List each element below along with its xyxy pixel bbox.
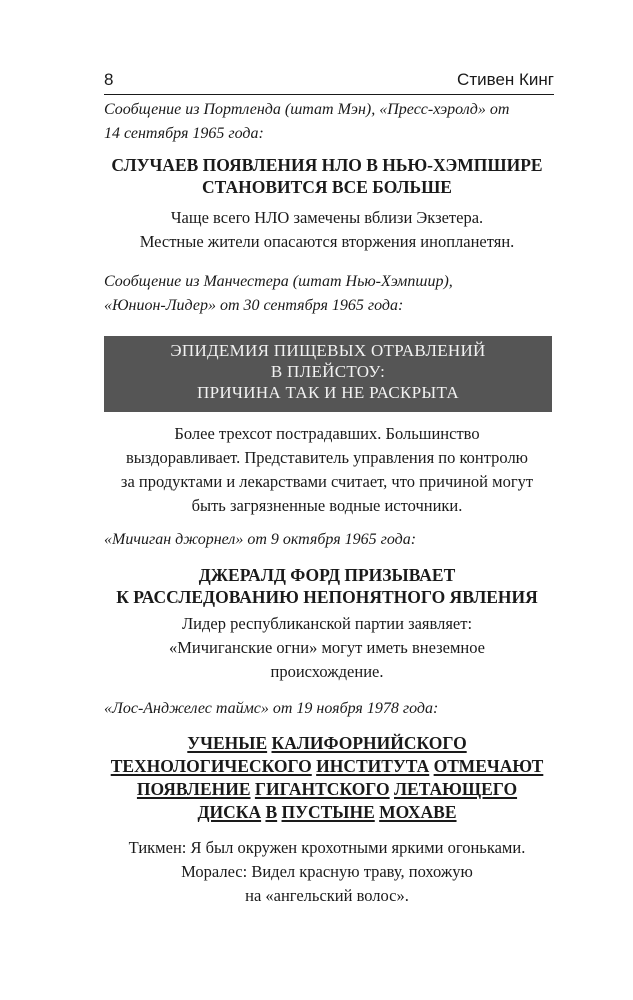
section-2-body: Более трехсот пострадавших. Большинство выздоравливает. Представитель управления по контролю за продуктами и лекарствами считает, что причиной могут быть загрязненные водные источники.: [120, 424, 534, 515]
section-3-body: Лидер республиканской партии заявляет: «Мичиганские огни» могут иметь внеземное происхождение.: [168, 614, 485, 681]
running-head-author: Стивен Кинг: [457, 70, 554, 89]
headline-word: ОТМЕЧАЮТ: [433, 756, 544, 776]
headline-word: ГИГАНТСКОГО: [254, 779, 390, 799]
section-2-headline-box: ЭПИДЕМИЯ ПИЩЕВЫХ ОТРАВЛЕНИЙ В ПЛЕЙСТОУ: ПРИЧИНА ТАК И НЕ РАСКРЫТА: [104, 336, 552, 412]
section-2-intro: Сообщение из Манчестера (штат Нью-Хэмпшир), «Юнион-Лидер» от 30 сентября 1965 года:: [104, 273, 453, 314]
headline-word: ПОЯВЛЕНИЕ: [136, 779, 251, 799]
section-4-intro: «Лос-Анджелес таймс» от 19 ноября 1978 года:: [104, 700, 439, 717]
headline-word: ПУСТЫНЕ: [281, 802, 375, 822]
section-4-headline: [92, 732, 562, 824]
section-1-body: Чаще всего НЛО замечены вблизи Экзетера. Местные жители опасаются вторжения инопланетян.: [139, 208, 515, 251]
section-1-headline: СЛУЧАЕВ ПОЯВЛЕНИЯ НЛО В НЬЮ-ХЭМПШИРЕ СТАНОВИТСЯ ВСЕ БОЛЬШЕ: [111, 155, 543, 197]
section-4-body: Тикмен: Я был окружен крохотными яркими огоньками. Моралес: Видел красную траву, похожую на «ангельский волос».: [128, 838, 526, 905]
running-header: [104, 68, 554, 95]
headline-word: ДИСКА: [197, 802, 262, 822]
headline-word: ЛЕТАЮЩЕГО: [394, 779, 518, 799]
section-3-intro: «Мичиган джорнел» от 9 октября 1965 года:: [104, 531, 417, 548]
headline-word: МОХАВЕ: [379, 802, 457, 822]
headline-word: УЧЕНЫЕ: [187, 733, 268, 753]
page-number: 8: [104, 70, 114, 89]
headline-word: ТЕХНОЛОГИЧЕСКОГО: [110, 756, 312, 776]
headline-word: ИНСТИТУТА: [316, 756, 430, 776]
section-3-headline: ДЖЕРАЛД ФОРД ПРИЗЫВАЕТ К РАССЛЕДОВАНИЮ НЕПОНЯТНОГО ЯВЛЕНИЯ: [116, 565, 538, 607]
headline-word: В: [265, 802, 278, 822]
headline-word: КАЛИФОРНИЙСКОГО: [271, 733, 467, 753]
section-1-intro: Сообщение из Портленда (штат Мэн), «Пресс-хэролд» от 14 сентября 1965 года:: [104, 101, 510, 142]
